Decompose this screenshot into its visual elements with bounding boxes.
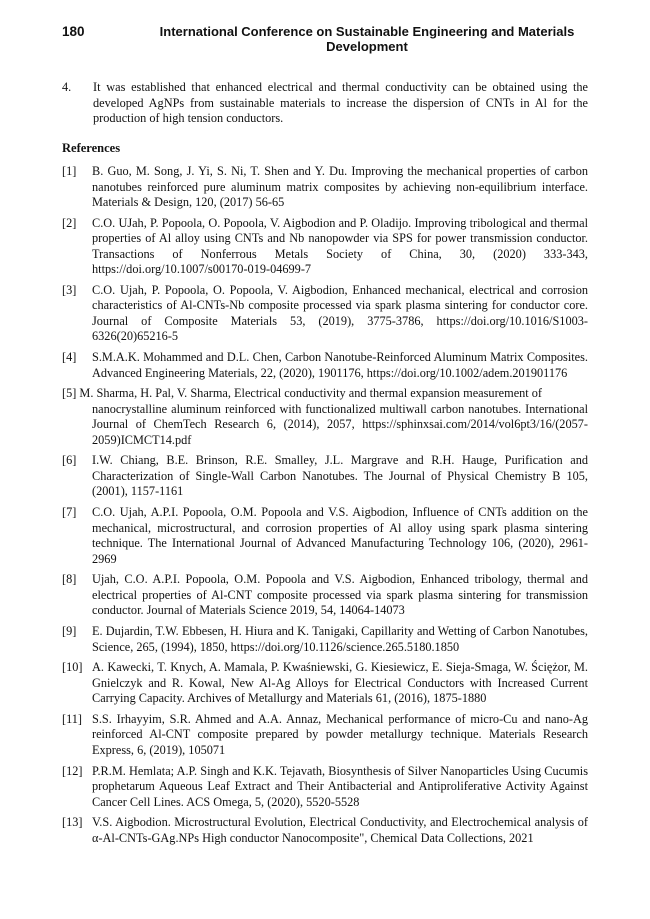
journal-title — [132, 24, 602, 54]
reference-item — [62, 572, 588, 619]
reference-item — [62, 216, 588, 278]
reference-text-continued: nanocrystalline aluminum reinforced with functionalized multiwall carbon nanotubes. International Journal of ChemTech Research 6, (2014), 2057, https://sphinxsai.com/2014/vol6pt3/16/(2057-2059)ICMCT14.pdf — [92, 401, 588, 447]
journal-title-line-1: International Conference on Sustainable Engineering and Materials — [159, 24, 575, 39]
references-heading: References — [62, 141, 121, 155]
reference-number: [2] — [62, 215, 77, 230]
reference-text: Ujah, C.O. A.P.I. Popoola, O.M. Popoola and V.S. Aigbodion, Enhanced tribology, thermal and electrical properties of Al-CNT composite processed via spark plasma sintering for transmission conductor. Journal of Materials Science 2019, 54, 14064-14073 — [92, 572, 588, 618]
reference-text: E. Dujardin, T.W. Ebbesen, H. Hiura and K. Tanigaki, Capillarity and Wetting of Carbon Nanotubes, Science, 265, (1994), 1850, https://doi.org/10.1126/science.265.5180.1850 — [92, 624, 588, 654]
journal-title-line-2: Development — [326, 39, 408, 54]
reference-list — [62, 164, 588, 851]
reference-item — [62, 283, 588, 345]
reference-item — [62, 660, 588, 707]
page-number: 180 — [62, 24, 85, 39]
reference-text: P.R.M. Hemlata; A.P. Singh and K.K. Tejavath, Biosynthesis of Silver Nanoparticles Using Cucumis prophetarum Aqueous Leaf Extract and Their Antibacterial and Antiproliferative Activity Against Cancer Cell Lines. ACS Omega, 5, (2020), 5520-5528 — [92, 763, 588, 809]
reference-number: [6] — [62, 453, 77, 468]
conclusion-point — [62, 80, 588, 127]
reference-number: [5] — [62, 386, 77, 401]
reference-text: C.O. Ujah, P. Popoola, O. Popoola, V. Aigbodion, Enhanced mechanical, electrical and corrosion characteristics of Al-CNTs-Nb composite processed via spark plasma sintering for conductor core. Journal of Composite Materials 53, (2019), 3775-3786, https://doi.org/10.1016/S1003-6326(20)65216-5 — [92, 282, 588, 344]
reference-number: [13] — [62, 815, 83, 830]
reference-number: [11] — [62, 711, 83, 726]
reference-number: [7] — [62, 505, 77, 520]
reference-text: C.O. Ujah, A.P.I. Popoola, O.M. Popoola and V.S. Aigbodion, Influence of CNTs addition on the mechanical, microstructural, and corrosion properties of Al alloy using spark plasma sintering technique. The International Journal of Advanced Manufacturing Technology 106, (2020), 2961-2969 — [92, 505, 588, 566]
reference-item — [62, 505, 588, 567]
reference-item — [62, 386, 588, 448]
reference-number: [10] — [62, 660, 83, 675]
reference-text: S.M.A.K. Mohammed and D.L. Chen, Carbon Nanotube-Reinforced Aluminum Matrix Composites. Advanced Engineering Materials, 22, (2020), 1901176, https://doi.org/10.1002/adem.201901176 — [92, 350, 588, 380]
reference-text: M. Sharma, H. Pal, V. Sharma, Electrical conductivity and thermal expansion measurement of — [79, 386, 543, 401]
reference-item — [62, 815, 588, 846]
reference-text: B. Guo, M. Song, J. Yi, S. Ni, T. Shen and Y. Du. Improving the mechanical properties of carbon nanotubes reinforced pure aluminum matrix composites by achieving non-equilibrium interface. Materials & Design, 120, (2017) 56-65 — [92, 164, 588, 209]
reference-item — [62, 350, 588, 381]
reference-number: [12] — [62, 763, 83, 778]
conclusion-point-text: It was established that enhanced electrical and thermal conductivity can be obtained using the developed AgNPs from sustainable materials to increase the dispersion of CNTs in Al for the production of high tension conductors. — [93, 80, 588, 125]
reference-item — [62, 624, 588, 655]
conclusion-point-number: 4. — [62, 80, 72, 94]
reference-item — [62, 164, 588, 211]
reference-text: S.S. Irhayyim, S.R. Ahmed and A.A. Annaz, Mechanical performance of micro-Cu and nano-Ag reinforced Al-CNT composite prepared by powder metallurgy technique. Materials Research Express, 6, (2019), 105071 — [92, 711, 588, 757]
reference-number: [4] — [62, 350, 77, 365]
reference-item — [62, 712, 588, 759]
reference-item — [62, 453, 588, 500]
reference-text: C.O. UJah, P. Popoola, O. Popoola, V. Aigbodion and P. Oladijo. Improving tribological and thermal properties of Al alloy using CNTs and Nb nanopowder via SPS for power transmission conductor. Transactions of Nonferrous Metals Society of China, 30, (2020) 333-343, https://doi.org/10.1007/s00170-019-04699-7 — [92, 215, 588, 277]
reference-item — [62, 764, 588, 811]
reference-first-line — [62, 386, 588, 402]
reference-text: V.S. Aigbodion. Microstructural Evolution, Electrical Conductivity, and Electrochemical analysis of α-Al-CNTs-GAg.NPs High conductor Nanocomposite", Chemical Data Collections, 2021 — [92, 815, 588, 845]
reference-text: I.W. Chiang, B.E. Brinson, R.E. Smalley, J.L. Margrave and R.H. Hauge, Purification and Characterization of Single-Wall Carbon Nanotubes. The Journal of Physical Chemistry B 105, (2001), 1157-1161 — [92, 453, 588, 499]
page-header — [62, 24, 602, 56]
reference-number: [3] — [62, 282, 77, 297]
reference-number: [9] — [62, 624, 77, 638]
reference-number: [8] — [62, 572, 77, 587]
reference-number: [1] — [62, 164, 77, 178]
reference-text: A. Kawecki, T. Knych, A. Mamala, P. Kwaśniewski, G. Kiesiewicz, E. Sieja-Smaga, W. Ściężor, M. Gnielczyk and R. Kowal, New Al-Ag Alloys for Electrical Conductors with Increased Current Carrying Capacity. Archives of Metallurgy and Materials 61, (2016), 1875-1880 — [92, 660, 588, 706]
